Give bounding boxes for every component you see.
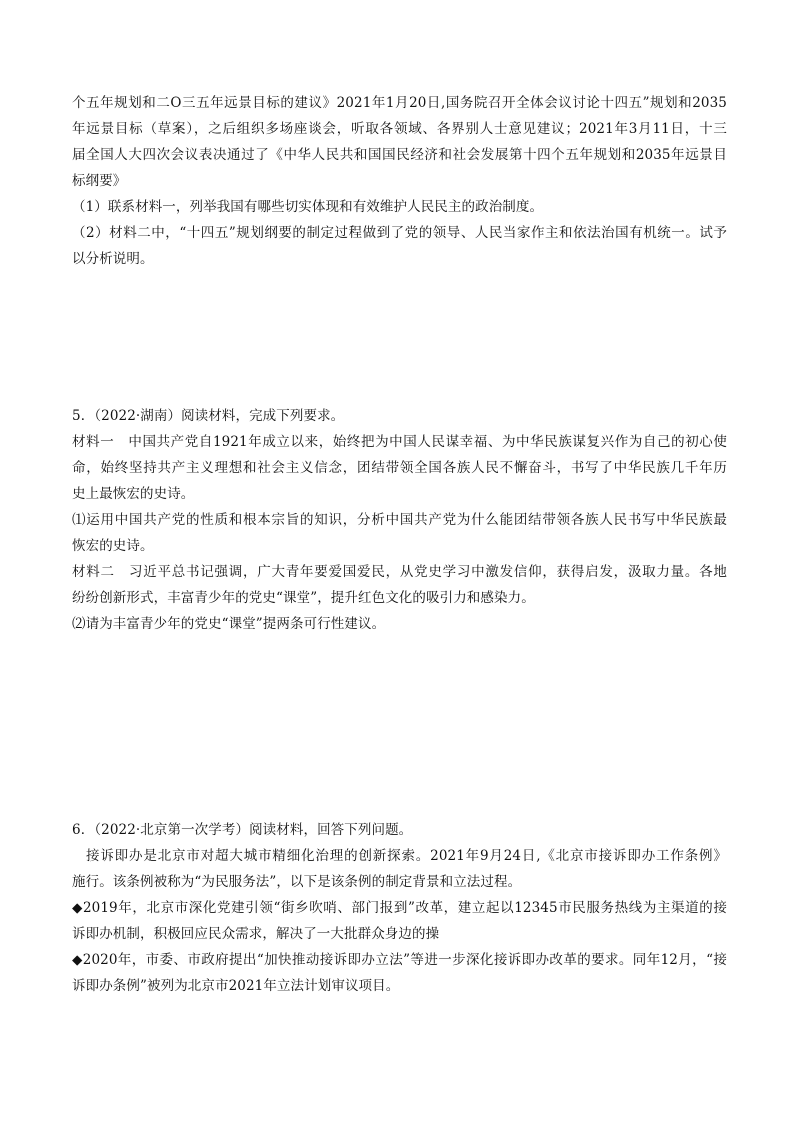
material-text-line: 届全国人大四次会议表决通过了《中华人民共和国国民经济和社会发展第十四个五年规划和2035年远景目: [72, 147, 727, 163]
intro-line: 接诉即办是北京市对超大城市精细化治理的创新探索。2021年9月24日,《北京市接诉即办工作条例》: [86, 848, 727, 864]
bullet-1-line: ◆2019年，北京市深化党建引领“街乡吹哨、部门报到”改革，建立起以12345市民服务热线为主渠道的接: [72, 900, 727, 916]
question-5-sub-1-cont: 恢宏的史诗。: [72, 538, 154, 554]
question-5: [72, 403, 727, 637]
question-4-sub-1: （1）联系材料一，列举我国有哪些切实体现和有效维护人民民主的政治制度。: [72, 199, 544, 215]
bullet-2-line: 诉即办条例”被列为北京市2021年立法计划审议项目。: [72, 978, 400, 994]
question-5-sub-1: ⑴运用中国共产党的性质和根本宗旨的知识，分析中国共产党为什么能团结带领各族人民书写中华民族最: [72, 512, 727, 528]
question-5-header: 5．（2022·湖南）阅读材料，完成下列要求。: [72, 408, 345, 424]
material-text-line: 标纲要》: [72, 173, 127, 189]
material-1-line: 命，始终坚持共产主义理想和社会主义信念，团结带领全国各族人民不懈奋斗，书写了中华民族几千年历: [72, 460, 727, 476]
question-6-header: 6．（2022·北京第一次学考）阅读材料，回答下列问题。: [72, 822, 413, 838]
question-6: [72, 817, 727, 999]
question-5-sub-2: ⑵请为丰富青少年的党史“课堂”提两条可行性建议。: [72, 616, 386, 632]
question-4-continuation: [72, 90, 727, 272]
intro-line: 施行。该条例被称为“为民服务法”，以下是该条例的制定背景和立法过程。: [72, 874, 522, 890]
material-1-line: 材料一 中国共产党自1921年成立以来，始终把为中国人民谋幸福、为中华民族谋复兴作为自己的初心使: [72, 434, 727, 450]
material-2-line: 材料二 习近平总书记强调，广大青年要爱国爱民，从党史学习中激发信仰，获得启发，汲取力量。各地: [72, 564, 727, 580]
material-1-line: 史上最恢宏的史诗。: [72, 486, 195, 502]
material-text-line: 年远景目标（草案），之后组织多场座谈会，听取各领域、各界别人士意见建议；2021年3月11日，十三: [72, 121, 727, 137]
material-text-line: 个五年规划和二O三五年远景目标的建议》2021年1月20日,国务院召开全体会议讨论十四五”规划和2035: [72, 95, 727, 111]
bullet-1-line: 诉即办机制，积极回应民众需求，解决了一大批群众身边的操: [72, 926, 440, 942]
question-4-sub-2-cont: 以分析说明。: [72, 251, 154, 267]
question-4-sub-2: （2）材料二中，“十四五”规划纲要的制定过程做到了党的领导、人民当家作主和依法治国有机统一。试予: [72, 225, 727, 241]
material-2-line: 纷纷创新形式，丰富青少年的党史“课堂”，提升红色文化的吸引力和感染力。: [72, 590, 535, 606]
bullet-2-line: ◆2020年，市委、市政府提出“加快推动接诉即办立法”等进一步深化接诉即办改革的要求。同年12月，“接: [72, 952, 727, 968]
